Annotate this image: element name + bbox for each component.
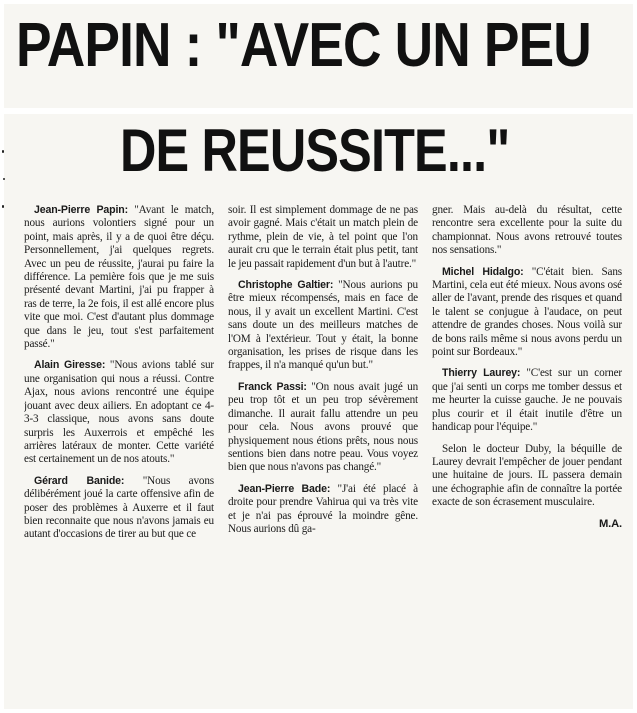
quote-text: "J'ai été placé à droite pour prendre Vahirua qui va très vite et je n'ai pas éprouvé la moindre gêne. Nous aurions dû ga- [228,482,418,535]
quote-paragraph [228,381,418,475]
quote-paragraph [228,204,418,271]
quote-paragraph [24,204,214,351]
quote-text: "C'est sur un corner que j'ai senti un corps me tomber dessus et me heurter la cuisse gauche. Je ne pouvais plus courir et il était inutile d'être un handicap pour l'équipe." [432,367,622,434]
speaker-name: Michel Hidalgo: [442,265,524,278]
author-signature: M.A. [598,517,622,530]
body-paragraph [432,443,622,510]
quote-paragraph [24,475,214,542]
quote-paragraph [228,483,418,537]
article-column-2 [228,204,418,704]
quote-text: "C'était bien. Sans Martini, cela eut été mieux. Nous avons osé aller de l'avant, prende des risques et quand le talent se conjugue à l'audace, on peut attendre de grandes choses. Nous voilà sur de bons rails même si nous avons perdu un point sur Bordeaux." [432,265,622,359]
quote-text: "Nous aurions pu être mieux récompensés, mais en face de nous, il y avait un excellent Martini. C'est sans doute un des meilleurs matches de l'OM à l'extérieur. Tout y était, la bonne organisation, les prises de risque dans les frappes, il n'a manqué qu'un but." [228,279,418,372]
article-columns [24,204,624,704]
quote-text: soir. Il est simplement dommage de ne pas avoir gagné. Mais c'était un match plein de rythme, plein de vie, à tel point que l'on aurait cru que le terrain était plus petit, tant le jeu passait rapidement d'un but à l'autre." [228,204,418,270]
scan-speck [2,150,4,153]
quote-paragraph [228,279,418,373]
body-text: Selon le docteur Duby, la béquille de Laurey devrait l'empêcher de jouer pendant une huitaine de jours. IL passera demain une échographie afin de connaître la portée exacte de son écrasement musculaire. [432,442,622,509]
scan-speck [2,205,4,208]
quote-paragraph [432,204,622,258]
speaker-name: Thierry Laurey: [442,367,521,380]
quote-text: "Nous avions tablé sur une organisation qui nous a réussi. Contre Ajax, nous avions rencontré une équipe jouant avec deux ailiers. En adoptant ce 4-3-3 classique, nous avons sans doute surpris les Auxerrois et empêché les arrières latéraux de monter. Cette variété est certainement un de nos atouts." [24,359,214,466]
speaker-name: Jean-Pierre Bade: [238,482,331,495]
speaker-name: Gérard Banide: [34,474,125,487]
article-column-1 [24,204,214,704]
article-column-3 [432,204,622,704]
quote-paragraph [432,367,622,434]
scan-speck [3,178,5,180]
quote-paragraph [432,266,622,360]
headline-clipping-top [4,4,633,108]
article-clipping [4,114,633,709]
headline-line-1: PAPIN : "AVEC UN PEU [16,11,591,80]
speaker-name: Jean-Pierre Papin: [34,204,128,216]
quote-text: gner. Mais au-delà du résultat, cette rencontre sera excellente pour la suite du championnat. Nous avons retrouvé toutes nos sensations." [432,204,622,257]
quote-text: "On nous avait jugé un peu trop tôt et un peu trop sévèrement dimanche. Il aurait fallu attendre un peu pour cela. Nous avons prouvé que physiquement nous étions prêts, nous nous sentions bien dans notre peau. Vous voyez bien que nous n'avons pas changé." [228,380,418,474]
quote-text: "Avant le match, nous aurions volontiers signé pour un point, mais après, il y a de quoi être déçu. Personnellement, j'ai quelques regrets. Avec un peu de réussite, j'aurai pu faire la différence. La pemière fois que je me suis présenté devant Martini, j'ai pu frapper à ras de terre, la 2e fois, il est allé encore plus vite que moi. C'est d'autant plus dommage que dans le jeu, tout s'est parfaitement passé." [24,204,214,351]
quote-text: "Nous avons délibérément joué la carte offensive afin de poser des problèmes à Auxerre et il faut bien reconnaite que nous n'avons jamais eu autant d'occasions de tirer au but que ce [24,474,214,541]
quote-paragraph [24,359,214,466]
headline-line-2: DE REUSSITE..." [120,117,510,184]
speaker-name: Alain Giresse: [34,359,106,372]
speaker-name: Christophe Galtier: [238,279,334,292]
speaker-name: Franck Passi: [238,380,307,393]
